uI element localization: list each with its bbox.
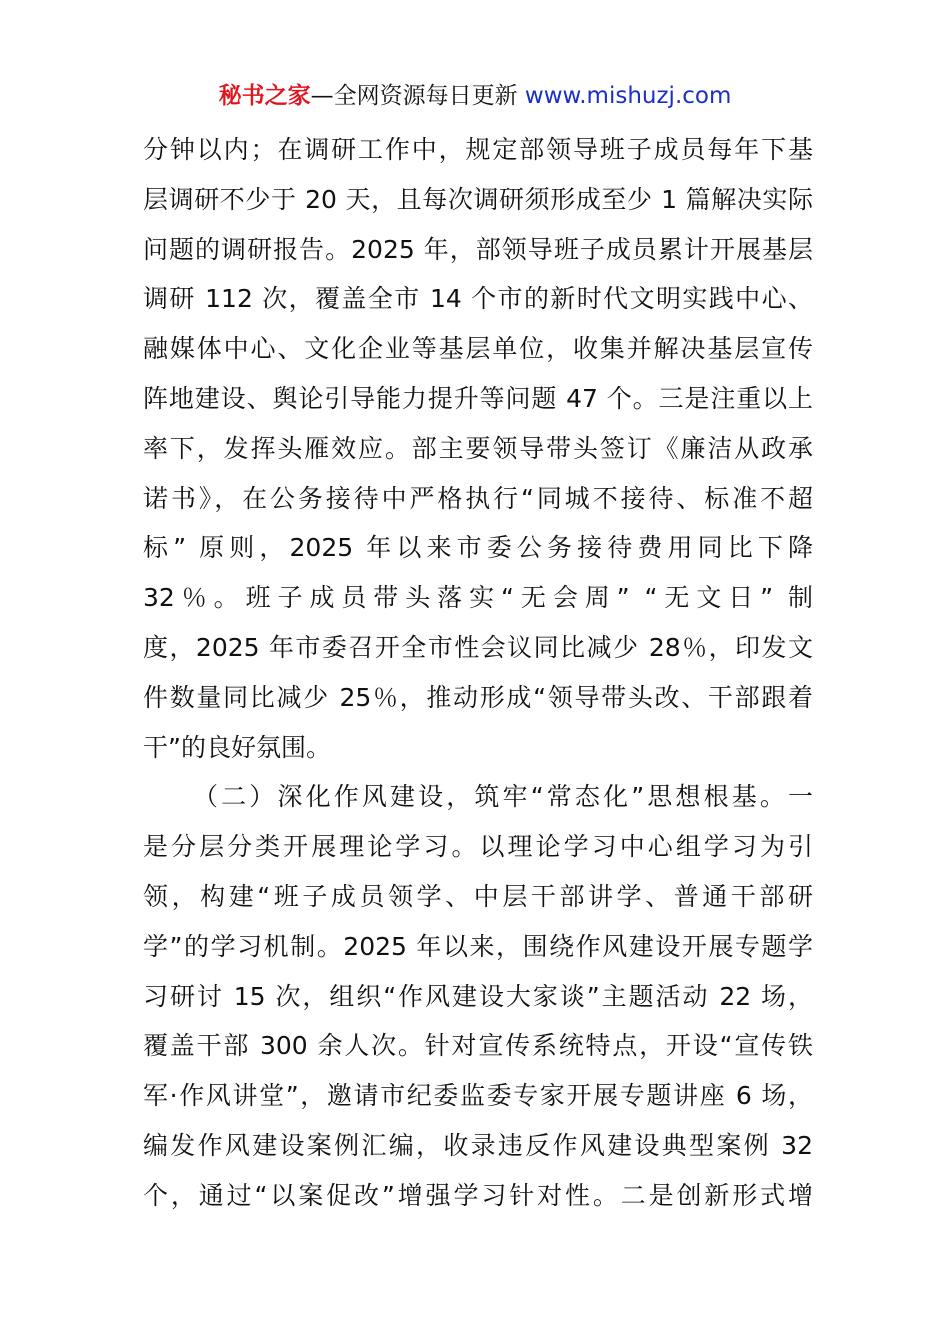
section-heading-line: （二）深化作风建设，筑牢“常态化”思想根基。一 xyxy=(193,782,813,812)
text-line: 干”的良好氛围。 xyxy=(143,732,331,762)
text-line: 率下，发挥头雁效应。部主要领导带头签订《廉洁从政承 xyxy=(143,433,813,463)
site-brand: 秘书之家 xyxy=(218,83,311,109)
text-line: 诺书》，在公务接待中严格执行“同城不接待、标准不超 xyxy=(143,483,813,513)
text-line: 阵地建设、舆论引导能力提升等问题 47 个。三是注重以上 xyxy=(143,383,813,413)
text-line: 编发作风建设案例汇编，收录违反作风建设典型案例 32 xyxy=(143,1130,813,1160)
text-line: 军·作风讲堂”，邀请市纪委监委专家开展专题讲座 6 场， xyxy=(143,1081,813,1111)
text-line: 标” 原则，2025 年以来市委公务接待费用同比下降 xyxy=(143,533,813,563)
text-line: 习研讨 15 次，组织“作风建设大家谈”主题活动 22 场， xyxy=(143,981,813,1011)
site-url[interactable]: www.mishuzj.com xyxy=(524,83,732,109)
text-line: 学”的学习机制。2025 年以来，围绕作风建设开展专题学 xyxy=(143,931,813,961)
text-line: 度，2025 年市委召开全市性会议同比减少 28％，印发文 xyxy=(143,632,813,662)
text-line: 调研 112 次，覆盖全市 14 个市的新时代文明实践中心、 xyxy=(143,284,813,314)
document-body xyxy=(143,125,813,1221)
text-line: 32％。班子成员带头落实“无会周” “无文日” 制 xyxy=(143,583,813,613)
site-header xyxy=(0,80,950,112)
text-line: 是分层分类开展理论学习。以理论学习中心组学习为引 xyxy=(143,832,813,862)
text-line: 覆盖干部 300 余人次。针对宣传系统特点，开设“宣传铁 xyxy=(143,1031,813,1061)
text-line: 层调研不少于 20 天，且每次调研须形成至少 1 篇解决实际 xyxy=(143,184,813,214)
text-line: 融媒体中心、文化企业等基层单位，收集并解决基层宣传 xyxy=(143,334,813,364)
site-tagline: —全网资源每日更新 xyxy=(310,83,518,109)
text-line: 件数量同比减少 25％，推动形成“领导带头改、干部跟着 xyxy=(143,682,813,712)
text-line: 个，通过“以案促改”增强学习针对性。二是创新形式增 xyxy=(143,1180,813,1210)
text-line: 问题的调研报告。2025 年，部领导班子成员累计开展基层 xyxy=(143,234,813,264)
text-line: 分钟以内；在调研工作中，规定部领导班子成员每年下基 xyxy=(143,135,813,164)
text-line: 领，构建“班子成员领学、中层干部讲学、普通干部研 xyxy=(143,881,813,911)
